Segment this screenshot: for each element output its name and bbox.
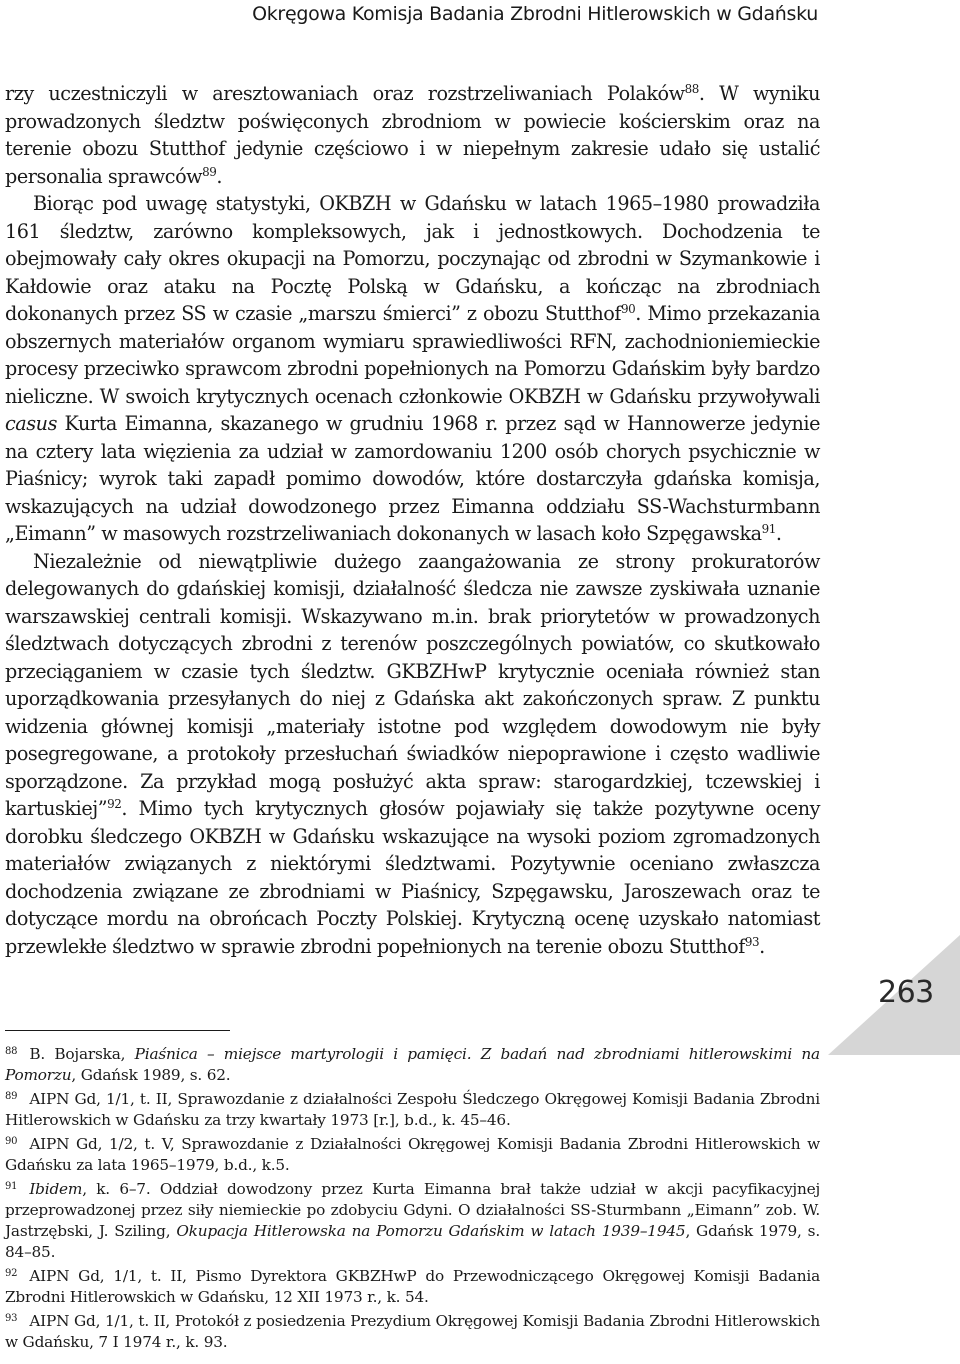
footnote-ref-89[interactable]: 89 (202, 164, 217, 179)
italic-title: Piaśnica – miejsce martyrologii i pamięci. Z badań nad zbrodniami hitlerowskimi na Pomorzu (5, 1045, 820, 1084)
italic-term: Ibidem (29, 1180, 83, 1198)
text-span: AIPN Gd, 1/1, t. II, Sprawozdanie z działalności Zespołu Śledczego Okręgowej Komisji Badania Zbrodni Hitlerowskich w Gdańsku za trzy kwartały 1973 [r.], b.d., k. 45–46. (5, 1090, 820, 1129)
text-span: . Mimo przekazania obszernych materiałów organom wymiaru sprawiedliwości RFN, zachodnioniemieckie procesy przeciwko sprawcom zbrodni popełnionych na Pomorzu Gdańskim były bardzo nieliczne. W swoich krytycznych ocenach członkowie OKBZH w Gdańsku przywoływali (5, 302, 820, 408)
footnote-separator (5, 1030, 230, 1031)
footnote-number: 89 (5, 1090, 18, 1102)
footnote-ref-90[interactable]: 90 (621, 301, 636, 316)
text-span: AIPN Gd, 1/2, t. V, Sprawozdanie z Działalności Okręgowej Komisji Badania Zbrodni Hitlerowskich w Gdańsku za lata 1965–1979, b.d., k.5. (5, 1135, 820, 1174)
text-span: . (775, 522, 782, 545)
text-span: Biorąc pod uwagę statystyki, OKBZH w Gdańsku w latach 1965–1980 prowadziła 161 śledztw, zarówno kompleksowych, jak i jednostkowych. Dochodzenia te obejmowały cały okres okupacji na Pomorzu, poczynając od zbrodni w Szymankowie i Kałdowie oraz ataku na Pocztę Polską w Gdańsku, a kończąc na zbrodniach dokonanych przez SS w czasie „marszu śmierci” z obozu Stutthof (5, 192, 820, 325)
footnote-ref-91[interactable]: 91 (761, 521, 776, 536)
text-span: , Gdańsk 1989, s. 62. (71, 1066, 231, 1084)
text-span: , k. 6–7. Oddział dowodzony przez Kurta Eimanna brał także udział w akcji pacyfikacyjnej przeprowadzonej przez siły niemieckie po zdobyciu Gdyni. O działalności SS-Sturmbann „Eimann” zob. W. Jastrzębski, J. Sziling, (5, 1180, 820, 1240)
paragraph-3 (5, 548, 820, 961)
text-span: AIPN Gd, 1/1, t. II, Protokół z posiedzenia Prezydium Okręgowej Komisji Badania Zbrodni Hitlerowskich w Gdańsku, 7 I 1974 r., k. 93. (5, 1312, 820, 1351)
footnote-89 (5, 1089, 820, 1131)
text-span: AIPN Gd, 1/1, t. II, Pismo Dyrektora GKBZHwP do Przewodniczącego Okręgowej Komisji Badania Zbrodni Hitlerowskich w Gdańsku, 12 XII 1973 r., k. 54. (5, 1267, 820, 1306)
footnote-93 (5, 1311, 820, 1353)
italic-term: casus (5, 412, 57, 435)
text-span: B. Bojarska, (29, 1045, 135, 1063)
italic-title: Okupacja Hitlerowska na Pomorzu Gdańskim w latach 1939–1945 (176, 1222, 686, 1240)
text-span: Niezależnie od niewątpliwie dużego zaangażowania ze strony prokuratorów delegowanych do gdańskiej komisji, działalność śledcza nie zawsze zyskiwała uznanie warszawskiej centrali komisji. Wskazywano m.in. brak priorytetów w prowadzonych śledztwach dotyczących zbrodni z terenów poszczególnych powiatów, co skutkowało przeciąganiem w czasie tych śledztw. GKBZHwP krytycznie oceniała również stan uporządkowania przesyłanych do niej z Gdańska akt zakończonych spraw. Z punktu widzenia głównej komisji „materiały istotne pod względem dowodowym nie były posegregowane, a protokoły przesłuchań świadków niepoprawione i często wadliwie sporządzone. Za przykład mogą posłużyć akta spraw: starogardzkiej, tczewskiej i kartuskiej” (5, 549, 820, 820)
footnote-ref-92[interactable]: 92 (107, 796, 122, 811)
footnote-number: 92 (5, 1267, 18, 1279)
footnote-88 (5, 1044, 820, 1086)
text-span: . Mimo tych krytycznych głosów pojawiały się także pozytywne oceny dorobku śledczego OKBZH w Gdańsku wskazujące na wysoki poziom zgromadzonych materiałów związanych z niektórymi śledztwami. Pozytywnie oceniano zwłaszcza dochodzenia związane ze zbrodniami w Piaśnicy, Szpęgawsku, Jaroszewach oraz te dotyczące mordu na obrońcach Poczty Polskiej. Krytyczną ocenę uzyskało natomiast przewlekłe śledztwo w sprawie zbrodni popełnionych na terenie obozu Stutthof (5, 797, 820, 958)
footnote-ref-93[interactable]: 93 (744, 934, 760, 949)
text-span: . (216, 164, 223, 188)
paragraph-1 (5, 80, 820, 190)
footnote-number: 88 (5, 1045, 18, 1057)
footnote-number: 93 (5, 1312, 18, 1324)
text-span: rzy uczestniczyli w aresztowaniach oraz rozstrzeliwaniach Polaków (5, 82, 685, 105)
footnotes (5, 1044, 820, 1356)
footnote-number: 90 (5, 1135, 18, 1147)
footnote-90 (5, 1134, 820, 1176)
paragraph-2 (5, 190, 820, 548)
footnote-92 (5, 1266, 820, 1308)
text-span: . W wyniku prowadzonych śledztw poświęconych zbrodniom w powiecie kościerskim oraz na terenie obozu Stutthof jedynie częściowo i w niepełnym zakresie udało się ustalić personalia sprawców (5, 82, 820, 188)
main-text (5, 80, 820, 960)
footnote-ref-88[interactable]: 88 (684, 81, 699, 96)
text-span: . (759, 934, 765, 958)
text-span: , Gdańsk 1979, s. 84–85. (5, 1222, 820, 1261)
page-number: 263 (878, 975, 934, 1010)
footnote-number: 91 (5, 1180, 18, 1192)
text-span: Kurta Eimanna, skazanego w grudniu 1968 r. przez sąd w Hannowerze jedynie na cztery lata więzienia za udział w zamordowaniu 1200 osób chorych psychicznie w Piaśnicy; wyrok taki zapadł pomimo dowodów, które dostarczyła gdańska komisja, wskazujących na udział dowodzonego przez Eimanna oddziału SS-Wachsturmbann „Eimann” w masowych rozstrzeliwaniach dokonanych w lasach koło Szpęgawska (5, 412, 820, 545)
running-header: Okręgowa Komisja Badania Zbrodni Hitlerowskich w Gdańsku (252, 3, 818, 25)
footnote-91 (5, 1179, 820, 1263)
